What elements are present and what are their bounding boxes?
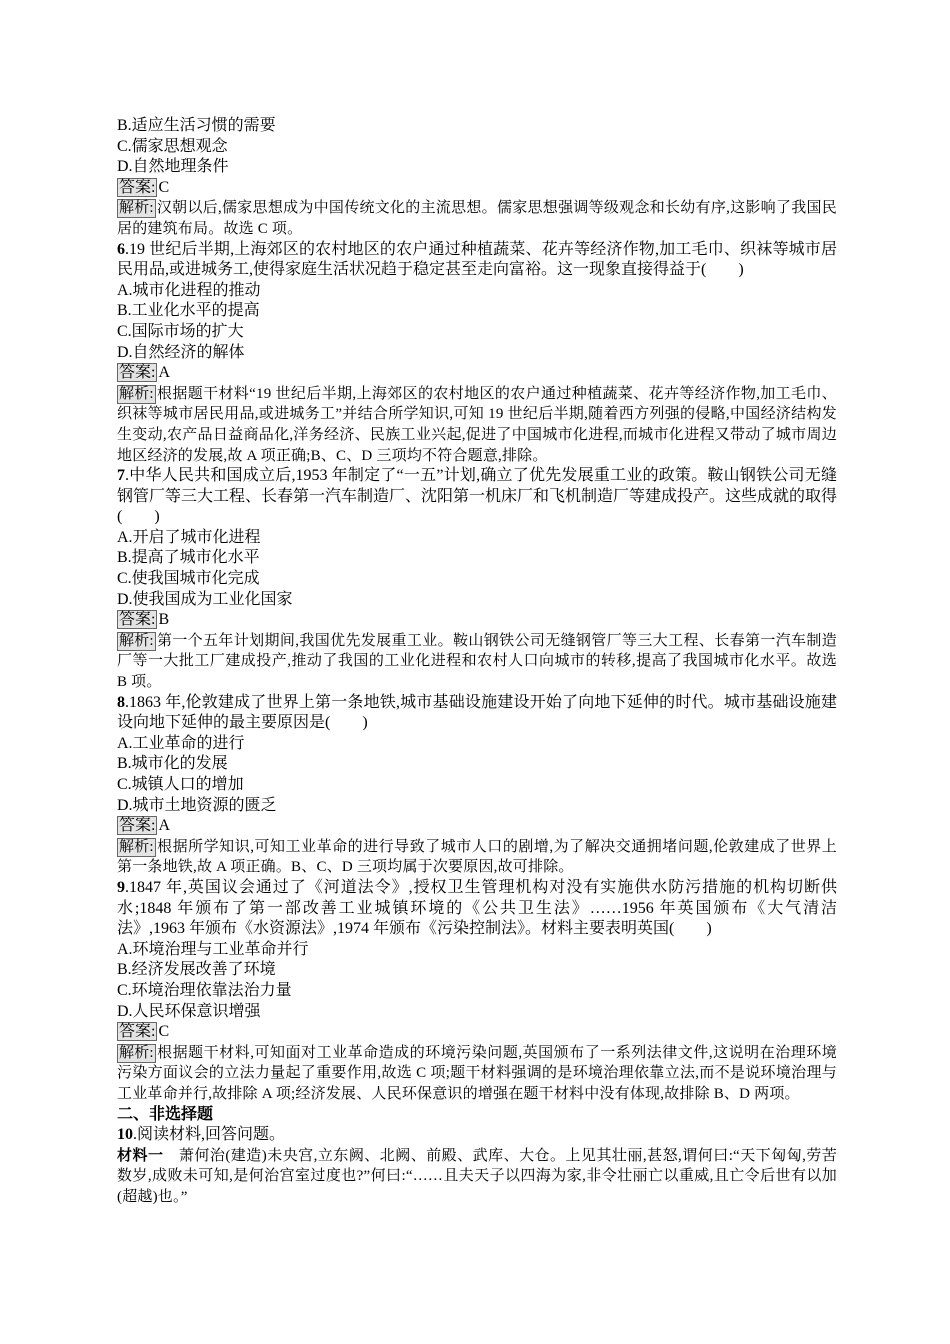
explanation-label: 解析: xyxy=(119,632,154,649)
question-stem xyxy=(117,1125,837,1146)
option-d: D.自然经济的解体 xyxy=(117,343,245,361)
document-page xyxy=(117,116,837,1207)
stem-text: .1863 年,伦敦建成了世界上第一条地铁,城市基础设施建设开始了向地下延伸的时代。城市基础设施建设向地下延伸的最主要原因是( ) xyxy=(117,693,837,732)
explanation xyxy=(117,198,837,239)
question-stem xyxy=(117,240,837,281)
answer-value: B xyxy=(158,611,170,629)
option-c: C.国际市场的扩大 xyxy=(117,322,244,340)
answer-row xyxy=(117,1022,837,1043)
explanation-text: 第一个五年计划期间,我国优先发展重工业。鞍山钢铁公司无缝钢管厂等三大工程、长春第一汽车制造厂等一大批工厂建成投产,推动了我国的工业化进程和农村人口向城市的转移,提高了我国城市化水平。故选 B 项。 xyxy=(117,632,837,691)
option-b: B.城市化的发展 xyxy=(117,755,228,773)
option-c: C.儒家思想观念 xyxy=(117,137,228,155)
option-a: A.城市化进程的推动 xyxy=(117,281,261,299)
answer-label: 答案: xyxy=(119,817,156,835)
stem-text: .阅读材料,回答问题。 xyxy=(133,1126,286,1144)
explanation-text: 汉朝以后,儒家思想成为中国传统文化的主流思想。儒家思想强调等级观念和长幼有序,这影响了我国民居的建筑布局。故选 C 项。 xyxy=(117,200,837,237)
answer-row xyxy=(117,610,837,631)
explanation-label: 解析: xyxy=(119,838,154,855)
question-number: 8 xyxy=(117,693,125,711)
material-one xyxy=(117,1146,837,1208)
explanation-label: 解析: xyxy=(119,385,154,402)
option-b: B.经济发展改善了环境 xyxy=(117,961,276,979)
explanation-text: 根据所学知识,可知工业革命的进行导致了城市人口的剧增,为了解决交通拥堵问题,伦敦建成了世界上第一条地铁,故 A 项正确。B、C、D 三项均属于次要原因,故可排除。 xyxy=(117,838,837,876)
question-number: 10 xyxy=(117,1126,133,1144)
explanation-text: 根据题干材料“19 世纪后半期,上海郊区的农村地区的农户通过种植蔬菜、花卉等经济作物,加工毛巾、织袜等城市居民用品,或进城务工”并结合所学知识,可知 19 世纪后半期,随着西方列强的侵略,中国经济结构发生变动,农产品日益商品化,洋务经济、民族工业兴起,促进了中国城市化进程,而城市化进程又带动了城市周边地区经济的发展,故 A 项正确;B、C、D 三项均不符合题意,排除。 xyxy=(117,385,837,464)
explanation xyxy=(117,384,837,466)
question-8 xyxy=(117,693,837,878)
question-stem xyxy=(117,466,837,528)
explanation xyxy=(117,837,837,878)
answer-row xyxy=(117,178,837,199)
answer-label: 答案: xyxy=(119,611,156,629)
answer-value: C xyxy=(158,1023,170,1041)
option-d: D.城市土地资源的匮乏 xyxy=(117,796,277,814)
option-c: C.环境治理依靠法治力量 xyxy=(117,981,292,999)
option-b: B.工业化水平的提高 xyxy=(117,302,260,320)
question-10 xyxy=(117,1125,837,1207)
question-7 xyxy=(117,466,837,693)
answer-label: 答案: xyxy=(119,364,156,382)
section-heading: 二、非选择题 xyxy=(117,1105,214,1123)
option-c: C.使我国城市化完成 xyxy=(117,570,260,588)
option-b: B.提高了城市化水平 xyxy=(117,549,260,567)
option-a: A.工业革命的进行 xyxy=(117,734,245,752)
explanation-label: 解析: xyxy=(119,200,154,217)
question-number: 6 xyxy=(117,240,125,258)
option-a: A.环境治理与工业革命并行 xyxy=(117,940,309,958)
option-d: D.使我国成为工业化国家 xyxy=(117,590,293,608)
option-b: B.适应生活习惯的需要 xyxy=(117,117,276,134)
answer-row xyxy=(117,816,837,837)
option-c: C.城镇人口的增加 xyxy=(117,776,244,793)
option-d: D.人民环保意识增强 xyxy=(117,1002,261,1020)
answer-label: 答案: xyxy=(119,178,156,196)
question-5 xyxy=(117,116,837,240)
option-d: D.自然地理条件 xyxy=(117,158,229,176)
explanation-label: 解析: xyxy=(119,1044,154,1061)
question-number: 9 xyxy=(117,878,125,896)
option-a: A.开启了城市化进程 xyxy=(117,528,261,546)
question-number: 7 xyxy=(117,467,125,485)
stem-text: .19 世纪后半期,上海郊区的农村地区的农户通过种植蔬菜、花卉等经济作物,加工毛巾、织袜等城市居民用品,或进城务工,使得家庭生活状况趋于稳定甚至走向富裕。这一现象直接得益于( ) xyxy=(117,240,837,279)
question-9 xyxy=(117,878,837,1105)
question-stem xyxy=(117,693,837,734)
material-label: 材料一 xyxy=(117,1147,164,1164)
question-stem xyxy=(117,878,837,940)
explanation xyxy=(117,631,837,693)
answer-row xyxy=(117,363,837,384)
explanation xyxy=(117,1043,837,1105)
answer-value: A xyxy=(158,364,171,382)
explanation-text: 根据题干材料,可知面对工业革命造成的环境污染问题,英国颁布了一系列法律文件,这说明在治理环境污染方面议会的立法力量起了重要作用,故选 C 项;题干材料强调的是环境治理依靠立法,而不是说环境治理与工业革命并行,故排除 A 项;经济发展、人民环保意识的增强在题干材料中没有体现,故排除 B、D 两项。 xyxy=(117,1044,837,1102)
stem-text: .中华人民共和国成立后,1953 年制定了“一五”计划,确立了优先发展重工业的政策。鞍山钢铁公司无缝钢管厂等三大工程、长春第一汽车制造厂、沈阳第一机床厂和飞机制造厂等建成投产。这些成就的取得( ) xyxy=(117,467,838,526)
stem-text: .1847 年,英国议会通过了《河道法令》,授权卫生管理机构对没有实施供水防污措施的机构切断供水;1848 年颁布了第一部改善工业城镇环境的《公共卫生法》……1956 年英国颁布《大气清洁法》,1963 年颁布《水资源法》,1974 年颁布《污染控制法》。材料主要表明英国( ) xyxy=(117,878,837,938)
answer-value: C xyxy=(158,178,170,196)
material-text: 萧何治(建造)未央宫,立东阙、北阙、前殿、武库、大仓。上见其壮丽,甚怒,谓何曰:“天下匈匈,劳苦数岁,成败未可知,是何治宫室过度也?”何曰:“……且夫天子以四海为家,非令壮丽亡以重威,且亡令后世有以加(超越)也。” xyxy=(117,1147,837,1205)
question-6 xyxy=(117,240,837,467)
answer-label: 答案: xyxy=(119,1023,156,1041)
answer-value: A xyxy=(158,817,171,835)
